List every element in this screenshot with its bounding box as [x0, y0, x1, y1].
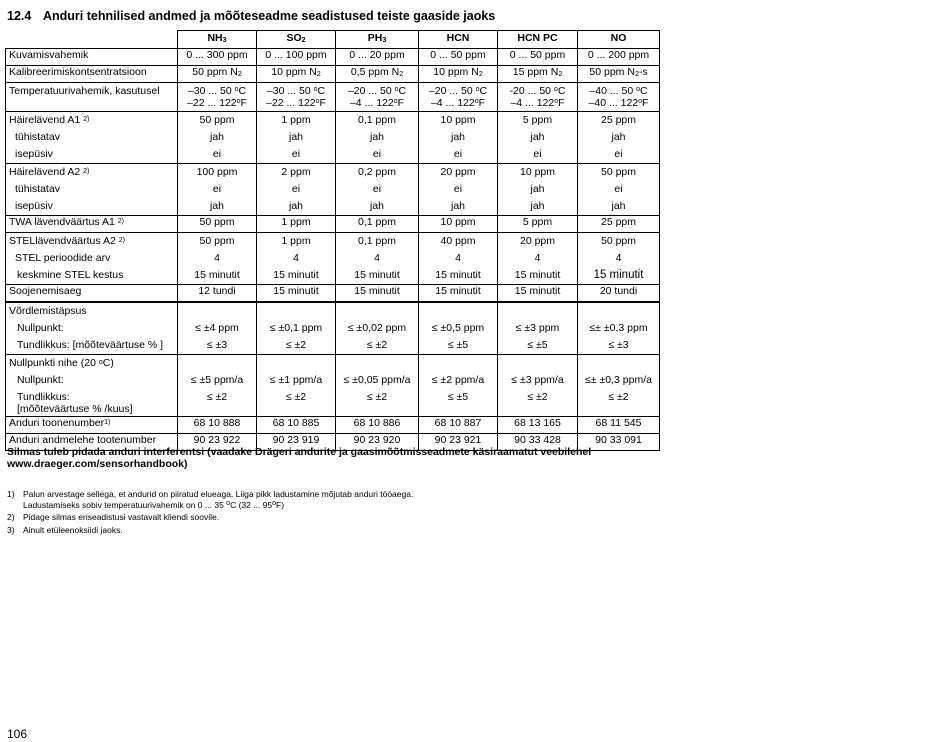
cell: 15 ppm $N_2$	[498, 66, 578, 83]
col-header: HCN	[419, 31, 498, 49]
col-header: NO	[578, 31, 660, 49]
row-label: Nullpunkti nihe (20 $^o$C) Nullpunkt: Tundlikkus: [mõõteväärtuse % /kuus]	[6, 354, 178, 416]
row-twa	[6, 216, 660, 233]
col-header: $PH_3$	[336, 31, 419, 49]
cell: 90 23 922	[178, 433, 257, 450]
cell: ≤ ±3 ppm ≤ ±5	[498, 302, 578, 355]
cell: 68 11 545	[578, 416, 660, 433]
cell: ≤± ±0,3 ppm/a ≤ ±2	[578, 354, 660, 416]
cell: 0,5 ppm $N_2$	[336, 66, 419, 83]
cell: 25 ppm jah ei	[578, 112, 660, 164]
row-label: TWA lävendväärtus A1 $^{2)}$	[6, 216, 178, 233]
cell: 50 ppm jah ei	[178, 112, 257, 164]
cell: 50 ppm ei jah	[578, 164, 660, 216]
cell: 25 ppm	[578, 216, 660, 233]
page-number: 106	[7, 727, 28, 741]
cell: 0 ... 100 ppm	[257, 49, 336, 66]
cell: 1 ppm	[257, 216, 336, 233]
cell: 50 ppm 4 15 minutit	[178, 233, 257, 285]
row-label: Kalibreerimiskontsentratsioon	[6, 66, 178, 83]
cell: 0 ... 20 ppm	[336, 49, 419, 66]
cell: 15 minutit	[257, 285, 336, 302]
header-blank	[6, 31, 178, 49]
cell: 50 ppm	[178, 216, 257, 233]
cell: 10 ppm jah ei	[419, 112, 498, 164]
cell: 68 10 886	[336, 416, 419, 433]
row-label: Temperatuurivahemik, kasutusel	[6, 83, 178, 112]
cell: 50 ppm $N_2-s$	[578, 66, 660, 83]
cell: 68 10 887	[419, 416, 498, 433]
cell: 12 tundi	[178, 285, 257, 302]
footnote: 1) Palun arvestage sellega, et andurid on piiratud elueaga. Liiga pikk ladustamine mõjutab anduri tööaega. Ladustamiseks sobiv temperatuurivahemik on 0 ... 35 $^o$C (32 ... 95$^o$F)	[7, 489, 414, 510]
cell: 90 33 091	[578, 433, 660, 450]
footnote: 2) Pidage silmas eriseadistusi vastavalt kliendi soovile.	[7, 512, 220, 522]
cell: 1 ppm jah ei	[257, 112, 336, 164]
row-label: Kuvamisvahemik	[6, 49, 178, 66]
cell: 5 ppm	[498, 216, 578, 233]
cell: –30 ... 50 $^o$C –22 ... 122$^o$F	[257, 83, 336, 112]
cell: -20 ... 50 $^o$C –4 ... 122$^o$F	[498, 83, 578, 112]
cell: 20 ppm ei jah	[419, 164, 498, 216]
col-header: HCN PC	[498, 31, 578, 49]
cell: 20 ppm 4 15 minutit	[498, 233, 578, 285]
row-label: Võrdlemistäpsus Nullpunkt: Tundlikkus: [mõõteväärtuse % ]	[6, 302, 178, 355]
cell: 0,1 ppm	[336, 216, 419, 233]
footnote: 3) Ainult etüleenoksiidi jaoks.	[7, 524, 123, 535]
cell: 0 ... 300 ppm	[178, 49, 257, 66]
cell: ≤ ±0,05 ppm/a ≤ ±2	[336, 354, 419, 416]
sensor-spec-table	[5, 30, 660, 451]
interference-note: Silmas tuleb pidada anduri interferentsi (vaadake Drägeri andurite ja gaasimõõtmisseadmete käsiraamatut veebilehel www.draeger.com/sensorhandbook)	[7, 446, 592, 470]
cell: 50 ppm $N_2$	[178, 66, 257, 83]
cell: 40 ppm 4 15 minutit	[419, 233, 498, 285]
cell: 2 ppm ei jah	[257, 164, 336, 216]
cell: ≤ ±0,5 ppm ≤ ±5	[419, 302, 498, 355]
cell: 0 ... 200 ppm	[578, 49, 660, 66]
cell: 0,1 ppm jah ei	[336, 112, 419, 164]
cell: 10 ppm $N_2$	[257, 66, 336, 83]
section-heading	[7, 9, 495, 23]
cell: 10 ppm	[419, 216, 498, 233]
row-label: Anduri toonenumber$^{1)}$	[6, 416, 178, 433]
row-range	[6, 49, 660, 66]
row-part-number	[6, 416, 660, 433]
cell: 10 ppm $N_2$	[419, 66, 498, 83]
cell: 0,2 ppm ei jah	[336, 164, 419, 216]
section-number: 12.4	[7, 9, 32, 23]
cell: 15 minutit	[419, 285, 498, 302]
cell: 90 33 428	[498, 433, 578, 450]
row-stel	[6, 233, 660, 285]
cell: –20 ... 50 $^o$C –4 ... 122$^o$F	[419, 83, 498, 112]
cell: 100 ppm ei jah	[178, 164, 257, 216]
cell: ≤ ±1 ppm/a ≤ ±2	[257, 354, 336, 416]
row-label: Soojenemisaeg	[6, 285, 178, 302]
row-alarm-a2	[6, 164, 660, 216]
cell: ≤± ±0,3 ppm ≤ ±3	[578, 302, 660, 355]
footnotes	[7, 489, 413, 537]
cell: 1 ppm 4 15 minutit	[257, 233, 336, 285]
cell: ≤ ±4 ppm ≤ ±3	[178, 302, 257, 355]
row-temperature	[6, 83, 660, 112]
cell: 15 minutit	[336, 285, 419, 302]
row-label: Häirelävend A1 $^{2)}$ tühistatav isepüsiv	[6, 112, 178, 164]
cell: ≤ ±0,02 ppm ≤ ±2	[336, 302, 419, 355]
cell: 50 ppm 4 15 minutit	[578, 233, 660, 285]
row-label: STELlävendväärtus A2 $^{2)}$ STEL perioodide arv keskmine STEL kestus	[6, 233, 178, 285]
row-accuracy	[6, 302, 660, 355]
cell: 15 minutit	[498, 285, 578, 302]
cell: –40 ... 50 $^o$C –40 ... 122$^o$F	[578, 83, 660, 112]
cell: 0 ... 50 ppm	[419, 49, 498, 66]
row-label: Anduri andmelehe tootenumber	[6, 433, 178, 450]
cell: 5 ppm jah ei	[498, 112, 578, 164]
cell: 68 13 165	[498, 416, 578, 433]
cell: 10 ppm jah jah	[498, 164, 578, 216]
cell: ≤ ±3 ppm/a ≤ ±2	[498, 354, 578, 416]
cell: 90 23 920	[336, 433, 419, 450]
cell: 0,1 ppm 4 15 minutit	[336, 233, 419, 285]
cell: 68 10 888	[178, 416, 257, 433]
col-header: $NH_3$	[178, 31, 257, 49]
row-warmup	[6, 285, 660, 302]
row-drift	[6, 354, 660, 416]
cell: 90 23 919	[257, 433, 336, 450]
col-header: $SO_2$	[257, 31, 336, 49]
cell: 20 tundi	[578, 285, 660, 302]
section-title: Anduri tehnilised andmed ja mõõteseadme seadistused teiste gaaside jaoks	[43, 9, 496, 23]
cell: –20 ... 50 $^o$C –4 ... 122$^o$F	[336, 83, 419, 112]
cell: 0 ... 50 ppm	[498, 49, 578, 66]
cell: –30 ... 50 $^o$C –22 ... 122$^o$F	[178, 83, 257, 112]
row-alarm-a1	[6, 112, 660, 164]
cell: ≤ ±0,1 ppm ≤ ±2	[257, 302, 336, 355]
cell: 68 10 885	[257, 416, 336, 433]
header-row	[6, 31, 660, 49]
cell: ≤ ±2 ppm/a ≤ ±5	[419, 354, 498, 416]
row-label: Häirelävend A2 $^{2)}$ tühistatav isepüsiv	[6, 164, 178, 216]
cell: 90 23 921	[419, 433, 498, 450]
row-calibration	[6, 66, 660, 83]
cell: ≤ ±5 ppm/a ≤ ±2	[178, 354, 257, 416]
